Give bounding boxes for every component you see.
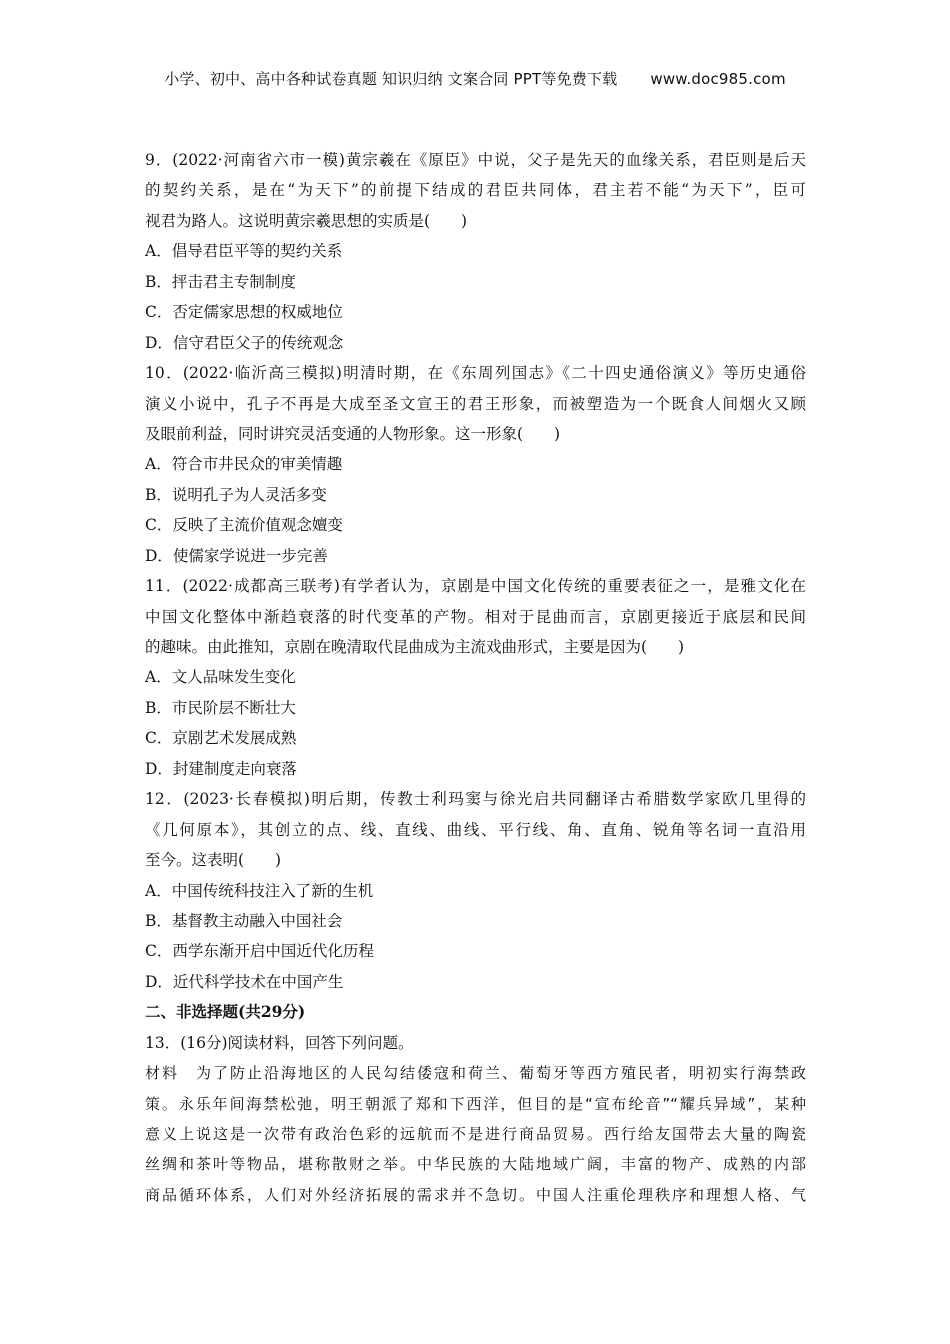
answer-option: A．文人品味发生变化 <box>145 668 296 687</box>
text-line: 12．(2023·长春模拟)明后期，传教士利玛窦与徐光启共同翻译古希腊数学家欧几里得的 <box>145 790 806 809</box>
text-line: 的契约关系，是在“为天下”的前提下结成的君臣共同体，君主若不能“为天下”，臣可 <box>145 181 806 200</box>
answer-option: A．倡导君臣平等的契约关系 <box>145 242 343 261</box>
text-line: 商品循环体系，人们对外经济拓展的需求并不急切。中国人注重伦理秩序和理想人格、气 <box>145 1185 806 1204</box>
text-line: 及眼前利益，同时讲究灵活变通的人物形象。这一形象( ) <box>145 424 561 443</box>
answer-option: D．封建制度走向衰落 <box>145 759 297 778</box>
answer-option: C．京剧艺术发展成熟 <box>145 729 297 748</box>
answer-option: A．中国传统科技注入了新的生机 <box>145 881 374 900</box>
page-header <box>0 68 950 89</box>
answer-option: B．抨击君主专制制度 <box>145 272 296 291</box>
text-line: 中国文化整体中渐趋衰落的时代变革的产物。相对于昆曲而言，京剧更接近于底层和民间 <box>145 607 806 626</box>
answer-option: D．近代科学技术在中国产生 <box>145 972 344 991</box>
answer-option: D．使儒家学说进一步完善 <box>145 546 328 565</box>
text-line: 11．(2022·成都高三联考)有学者认为，京剧是中国文化传统的重要表征之一，是雅文化在 <box>145 577 806 596</box>
header-site: www.doc985.com <box>650 70 786 88</box>
text-line: 丝绸和茶叶等物品，堪称散财之举。中华民族的大陆地域广阔，丰富的物产、成熟的内部 <box>145 1155 806 1174</box>
answer-option: C．反映了主流价值观念嬗变 <box>145 516 343 535</box>
answer-option: D．信守君臣父子的传统观念 <box>145 333 344 352</box>
text-line: 意义上说这是一次带有政治色彩的远航而不是进行商品贸易。西行给友国带去大量的陶瓷 <box>145 1125 806 1143</box>
text-line: 《几何原本》，其创立的点、线、直线、曲线、平行线、角、直角、锐角等名词一直沿用 <box>145 820 806 839</box>
text-line: 10．(2022·临沂高三模拟)明清时期，在《东周列国志》《二十四史通俗演义》等历史通俗 <box>145 364 806 383</box>
answer-option: A．符合市井民众的审美情趣 <box>145 455 343 474</box>
text-line: 至今。这表明( ) <box>145 851 282 870</box>
text-line: 9．(2022·河南省六市一模)黄宗羲在《原臣》中说，父子是先天的血缘关系，君臣则是后天 <box>145 151 806 169</box>
text-line: 演义小说中，孔子不再是大成至圣文宣王的君王形象，而被塑造为一个既食人间烟火又顾 <box>145 394 806 413</box>
text-line: 材料 为了防止沿海地区的人民勾结倭寇和荷兰、葡萄牙等西方殖民者，明初实行海禁政 <box>145 1064 806 1083</box>
text-line: 策。永乐年间海禁松弛，明王朝派了郑和下西洋，但目的是“宣布纶音”“耀兵异域”，某种 <box>145 1094 806 1113</box>
text-line: 的趣味。由此推知，京剧在晚清取代昆曲成为主流戏曲形式，主要是因为( ) <box>145 638 685 656</box>
header-text: 小学、初中、高中各种试卷真题 知识归纳 文案合同 PPT等免费下载 <box>164 70 618 88</box>
answer-option: C．否定儒家思想的权威地位 <box>145 303 343 322</box>
text-line: 视君为路人。这说明黄宗羲思想的实质是( ) <box>145 211 468 230</box>
answer-option: B．市民阶层不断壮大 <box>145 698 296 717</box>
answer-option: B．基督教主动融入中国社会 <box>145 911 343 930</box>
section-heading: 二、非选择题(共29分) <box>145 1002 306 1022</box>
answer-option: B．说明孔子为人灵活多变 <box>145 485 327 504</box>
text-line: 13．(16分)阅读材料，回答下列问题。 <box>145 1033 414 1052</box>
document-body <box>145 145 806 1210</box>
answer-option: C．西学东渐开启中国近代化历程 <box>145 942 374 961</box>
